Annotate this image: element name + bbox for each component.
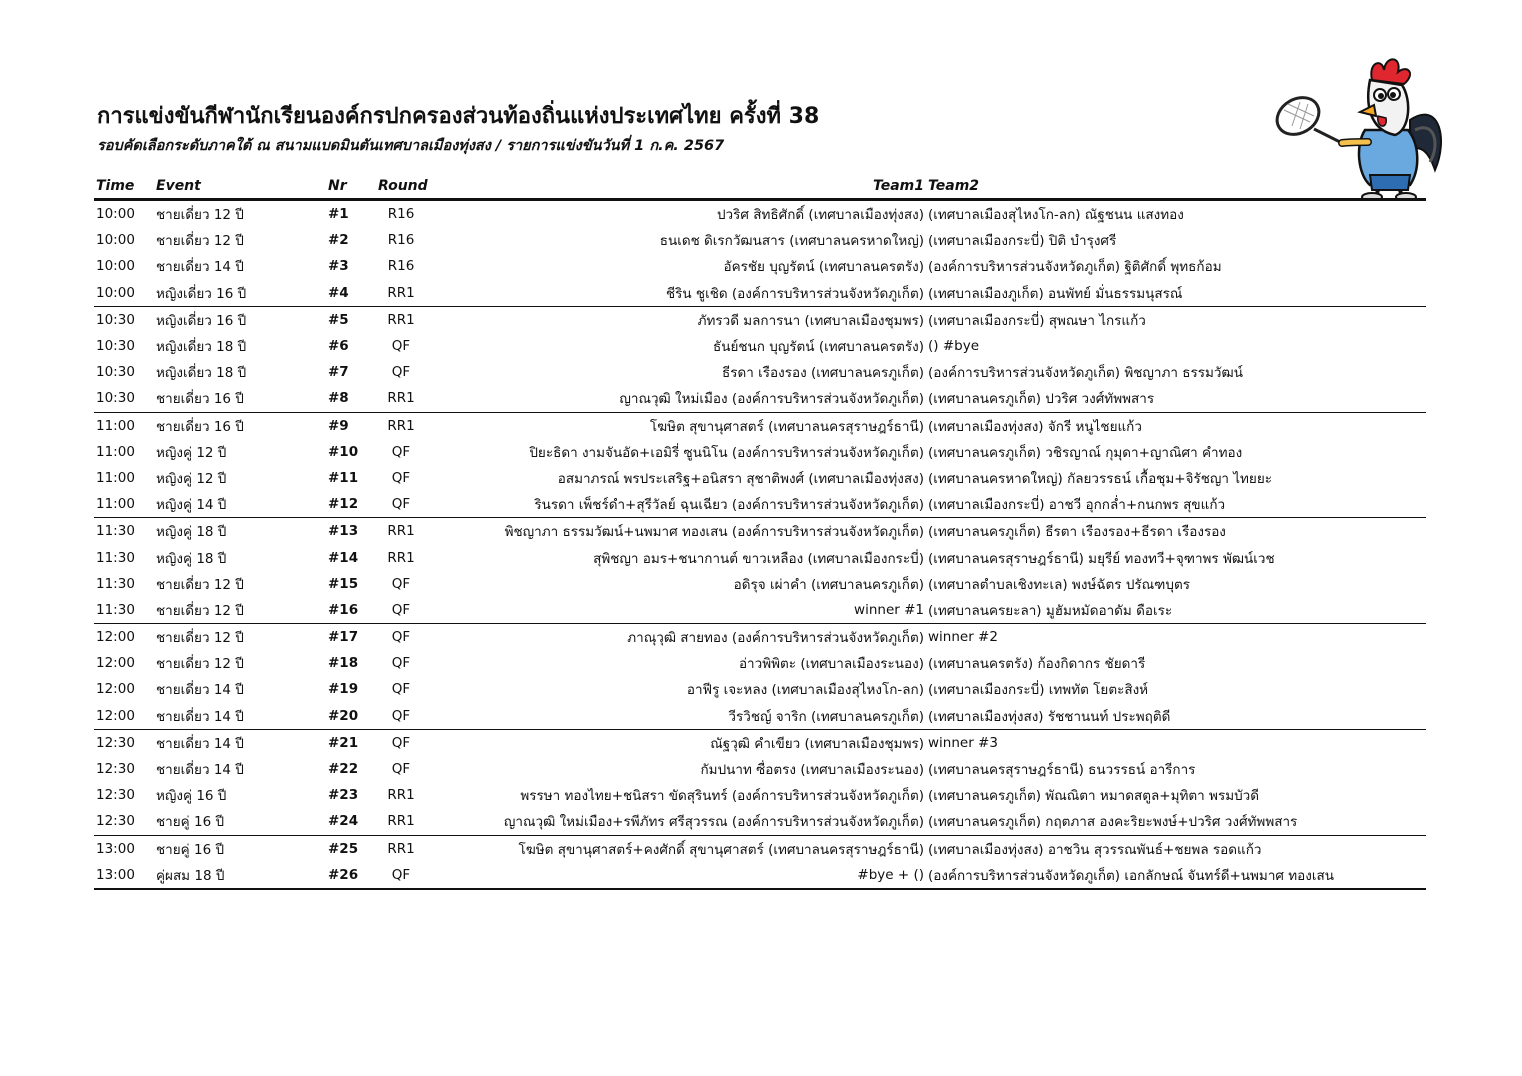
- match-number: #24: [326, 808, 376, 835]
- match-round: RR1: [376, 385, 426, 412]
- match-team1: กัมปนาท ซื่อตรง (เทศบาลเมืองระนอง): [700, 762, 924, 779]
- match-team2: (องค์การบริหารส่วนจังหวัดภูเก็ต) ฐิติศักดิ์ พุทธก้อม: [928, 259, 1222, 276]
- match-time: 10:30: [96, 364, 135, 381]
- match-team2: (เทศบาลนครสุราษฎร์ธานี) มยุรีย์ ทองทวี+จุฑาพร พัฒน์เวช: [928, 550, 1275, 567]
- match-event: ชายเดี่ยว 16 ปี: [154, 385, 326, 412]
- match-time: 12:00: [96, 681, 135, 698]
- match-team1: ปิยะธิดา งามจันอัด+เอมิรี่ ซูนนิโน (องค์การบริหารส่วนจังหวัดภูเก็ต): [529, 444, 924, 461]
- match-team2: (เทศบาลนครภูเก็ต) วชิรญาณ์ กุมุดา+ญาณิศา คำทอง: [928, 444, 1243, 461]
- table-row: [94, 518, 1426, 545]
- match-team2: (องค์การบริหารส่วนจังหวัดภูเก็ต) พิชญาภา ธรรมวัฒน์: [928, 365, 1243, 382]
- match-team1: โฆษิต สุขานุศาสตร์+คงศักดิ์ สุขานุศาสตร์ (เทศบาลนครสุราษฎร์ธานี): [518, 841, 924, 858]
- match-team2: (เทศบาลตำบลเชิงทะเล) พงษ์ฉัตร ปรัณฑบุตร: [928, 576, 1190, 593]
- match-round: QF: [391, 575, 411, 592]
- column-header-round: Round: [376, 174, 426, 200]
- table-row: [94, 491, 1426, 518]
- match-time: 11:30: [94, 597, 154, 624]
- match-number: #15: [328, 575, 359, 592]
- match-time: 10:00: [96, 232, 135, 249]
- match-team2: winner #3: [928, 734, 998, 751]
- match-round: QF: [391, 681, 411, 698]
- match-event: ชายเดี่ยว 16 ปี: [156, 418, 244, 435]
- match-round: QF: [376, 597, 426, 624]
- column-header-team1: Team1: [426, 174, 926, 200]
- match-team1: อัครชัย บุญรัตน์ (เทศบาลนครตรัง): [723, 259, 924, 276]
- match-time: 11:30: [96, 575, 135, 592]
- table-row: [94, 571, 1426, 597]
- match-team2: (เทศบาลเมืองสุไหงโก-ลก) ณัฐชนน แสงทอง: [928, 207, 1184, 224]
- match-number: #13: [328, 523, 359, 540]
- table-row: [94, 412, 1426, 439]
- match-team2: () #bye: [928, 338, 980, 355]
- table-row: [94, 729, 1426, 756]
- match-event: ชายเดี่ยว 14 ปี: [156, 682, 244, 699]
- match-number: #11: [328, 469, 359, 486]
- match-team1: สุพิชญา อมร+ชนากานต์ ขาวเหลือง (เทศบาลเมืองกระบี่): [593, 550, 924, 567]
- match-number: #26: [326, 862, 376, 889]
- match-time: 11:00: [96, 469, 135, 486]
- match-event: ชายเดี่ยว 14 ปี: [156, 762, 244, 779]
- table-row: [94, 227, 1426, 253]
- column-header-team2: Team2: [926, 174, 1426, 200]
- match-number: #4: [326, 280, 376, 307]
- match-time: 10:00: [96, 206, 135, 223]
- match-team2: (เทศบาลนครภูเก็ต) ธีรตา เรืองรอง+ธีรดา เรืองรอง: [928, 524, 1226, 541]
- match-team1: อสมาภรณ์ พรประเสริฐ+อนิสรา สุชาติพงศ์ (เทศบาลเมืองทุ่งสง): [557, 470, 924, 487]
- match-team1: ธีรดา เรืองรอง (เทศบาลนครภูเก็ต): [722, 365, 924, 382]
- match-time: 13:00: [94, 862, 154, 889]
- match-team1: ธนเดช ดิเรกวัฒนสาร (เทศบาลนครหาดใหญ่): [659, 233, 924, 250]
- match-time: 10:30: [94, 385, 154, 412]
- match-time: 12:30: [94, 808, 154, 835]
- match-team1: พิชญาภา ธรรมวัฒน์+นพมาศ ทองเสน (องค์การบริหารส่วนจังหวัดภูเก็ต): [504, 524, 924, 541]
- match-team1: พรรษา ทองไทย+ชนิสรา ขัดสุรินทร์ (องค์การบริหารส่วนจังหวัดภูเก็ต): [520, 788, 924, 805]
- match-team2: (เทศบาลเมืองกระบี่) ปิติ บำรุงศรี: [928, 233, 1117, 250]
- match-time: 12:30: [96, 787, 135, 804]
- table-header-row: [94, 174, 1426, 200]
- match-number: #12: [326, 491, 376, 518]
- match-team2: (เทศบาลเมืองกระบี่) อาชวี อุกกล่ำ+กนกพร สุขแก้ว: [926, 491, 1426, 518]
- match-number: #10: [328, 443, 359, 460]
- match-event: ชายคู่ 16 ปี: [156, 841, 225, 858]
- match-event: ชายเดี่ยว 14 ปี: [156, 735, 244, 752]
- match-number: #19: [328, 681, 359, 698]
- match-number: #9: [328, 417, 349, 434]
- match-team1: ญาณวุฒิ ใหม่เมือง+รพีภัทร ศรีสุวรรณ (องค์การบริหารส่วนจังหวัดภูเก็ต): [426, 808, 926, 835]
- match-event: ชายเดี่ยว 12 ปี: [156, 207, 244, 224]
- match-team2: (เทศบาลนครสุราษฎร์ธานี) ธนวรรธน์ อารีการ: [928, 762, 1196, 779]
- match-team2: (เทศบาลเมืองทุ่งสง) จักรี หนูไชยแก้ว: [928, 418, 1142, 435]
- table-row: [94, 544, 1426, 570]
- match-round: QF: [376, 703, 426, 730]
- match-number: #22: [328, 761, 359, 778]
- match-number: #23: [328, 787, 359, 804]
- match-number: #3: [328, 258, 349, 275]
- match-time: 10:30: [96, 311, 135, 328]
- table-row: [94, 439, 1426, 465]
- match-round: R16: [387, 258, 415, 275]
- table-row: [94, 676, 1426, 702]
- match-round: QF: [391, 338, 411, 355]
- match-team2: (องค์การบริหารส่วนจังหวัดภูเก็ต) เอกลักษณ์ จันทร์ดี+นพมาศ ทองเสน: [926, 862, 1426, 889]
- match-round: QF: [391, 364, 411, 381]
- column-header-nr: Nr: [326, 174, 376, 200]
- table-row: [94, 782, 1426, 808]
- match-team2: (เทศบาลเมืองทุ่งสง) อาชวิน สุวรรณพันธ์+ชยพล รอดแก้ว: [928, 841, 1262, 858]
- match-event: ชายเดี่ยว 12 ปี: [154, 597, 326, 624]
- match-round: QF: [391, 443, 411, 460]
- match-event: ชายเดี่ยว 12 ปี: [156, 630, 244, 647]
- match-schedule-table: [94, 174, 1426, 890]
- table-row: [94, 862, 1426, 889]
- match-event: หญิงคู่ 14 ปี: [154, 491, 326, 518]
- match-team2: (เทศบาลเมืองทุ่งสง) รัชชานนท์ ประพฤติดี: [926, 703, 1426, 730]
- match-round: RR1: [387, 417, 415, 434]
- match-team1: ชีริน ชูเชิด (องค์การบริหารส่วนจังหวัดภูเก็ต): [426, 280, 926, 307]
- match-time: 10:00: [94, 280, 154, 307]
- match-number: #18: [328, 655, 359, 672]
- match-team2: (เทศบาลนครหาดใหญ่) กัลยวรรธน์ เกื้อชุม+จิรัชญา ไทยยะ: [928, 470, 1273, 487]
- match-team1: ธันย์ชนก บุญรัตน์ (เทศบาลนครตรัง): [712, 339, 924, 356]
- match-round: R16: [387, 206, 415, 223]
- match-round: QF: [376, 491, 426, 518]
- match-time: 10:00: [96, 258, 135, 275]
- match-time: 12:00: [96, 655, 135, 672]
- match-round: QF: [391, 469, 411, 486]
- match-time: 11:00: [96, 443, 135, 460]
- match-event: ชายเดี่ยว 12 ปี: [156, 233, 244, 250]
- match-event: หญิงเดี่ยว 18 ปี: [156, 365, 247, 382]
- match-number: #21: [328, 734, 359, 751]
- match-event: หญิงคู่ 18 ปี: [156, 524, 227, 541]
- match-number: #17: [328, 629, 359, 646]
- match-time: 10:30: [96, 338, 135, 355]
- match-number: #6: [328, 338, 349, 355]
- match-event: หญิงเดี่ยว 16 ปี: [154, 280, 326, 307]
- page-title: การแข่งขันกีฬานักเรียนองค์กรปกครองส่วนท้องถิ่นแห่งประเทศไทย ครั้งที่ 38: [97, 104, 820, 129]
- match-round: RR1: [387, 787, 415, 804]
- match-team1: อาฟีรู เจะหลง (เทศบาลเมืองสุไหงโก-ลก): [686, 682, 924, 699]
- match-event: หญิงเดี่ยว 16 ปี: [156, 312, 247, 329]
- table-row: [94, 385, 1426, 412]
- table-row: [94, 650, 1426, 676]
- match-team1: อดิรุจ เผ่าคำ (เทศบาลนครภูเก็ต): [733, 576, 924, 593]
- match-time: 11:30: [96, 523, 135, 540]
- match-team2: (เทศบาลนครภูเก็ต) กฤตภาส องคะริยะพงษ์+ปวริศ วงศ์ทัพพสาร: [926, 808, 1426, 835]
- match-number: #1: [328, 206, 349, 223]
- match-round: R16: [387, 232, 415, 249]
- table-row: [94, 465, 1426, 491]
- match-event: ชายเดี่ยว 12 ปี: [156, 576, 244, 593]
- match-team1: วีรวิชญ์ จาริก (เทศบาลนครภูเก็ต): [426, 703, 926, 730]
- table-row: [94, 597, 1426, 624]
- column-header-time: Time: [94, 174, 154, 200]
- match-event: หญิงคู่ 12 ปี: [156, 470, 227, 487]
- table-row: [94, 280, 1426, 307]
- match-event: หญิงคู่ 12 ปี: [156, 444, 227, 461]
- match-event: ชายคู่ 16 ปี: [154, 808, 326, 835]
- match-time: 12:30: [96, 734, 135, 751]
- match-time: 12:30: [96, 761, 135, 778]
- match-team2: (เทศบาลเมืองกระบี่) เทพทัต โยตะสิงห์: [928, 682, 1149, 699]
- match-number: #20: [326, 703, 376, 730]
- match-number: #16: [326, 597, 376, 624]
- match-team1: ณัฐวุฒิ คำเขียว (เทศบาลเมืองชุมพร): [710, 735, 924, 752]
- match-number: #8: [326, 385, 376, 412]
- match-number: #5: [328, 311, 349, 328]
- match-team2: winner #2: [928, 629, 998, 646]
- match-event: ชายเดี่ยว 14 ปี: [154, 703, 326, 730]
- match-team1: รินรดา เพ็ชร์ดำ+สุรีวัลย์ ฉุนเฉียว (องค์การบริหารส่วนจังหวัดภูเก็ต): [426, 491, 926, 518]
- match-team1: ญาณวุฒิ ใหม่เมือง (องค์การบริหารส่วนจังหวัดภูเก็ต): [426, 385, 926, 412]
- match-team1: ภาณุวุฒิ สายทอง (องค์การบริหารส่วนจังหวัดภูเก็ต): [627, 630, 924, 647]
- match-number: #25: [328, 840, 359, 857]
- table-row: [94, 306, 1426, 333]
- match-team2: (เทศบาลเมืองภูเก็ต) อนพัทย์ มั่นธรรมนุสรณ์: [926, 280, 1426, 307]
- match-round: QF: [391, 629, 411, 646]
- match-time: 11:00: [94, 491, 154, 518]
- match-round: QF: [391, 761, 411, 778]
- match-team1: winner #1: [426, 597, 926, 624]
- match-time: 11:30: [96, 549, 135, 566]
- table-row: [94, 200, 1426, 228]
- match-event: หญิงเดี่ยว 18 ปี: [156, 339, 247, 356]
- match-team2: (เทศบาลนครยะลา) มูฮัมหมัดอาดัม ดือเระ: [926, 597, 1426, 624]
- match-team1: ปวริศ สิทธิศักดิ์ (เทศบาลเมืองทุ่งสง): [716, 207, 924, 224]
- match-round: RR1: [376, 280, 426, 307]
- match-event: ชายเดี่ยว 12 ปี: [156, 656, 244, 673]
- match-time: 13:00: [96, 840, 135, 857]
- match-event: ชายเดี่ยว 14 ปี: [156, 259, 244, 276]
- match-round: QF: [391, 655, 411, 672]
- match-number: #2: [328, 232, 349, 249]
- table-row: [94, 359, 1426, 385]
- table-row: [94, 756, 1426, 782]
- match-time: 11:00: [96, 417, 135, 434]
- match-team2: (เทศบาลนครตรัง) ก้องกิดากร ชัยดารี: [928, 656, 1146, 673]
- match-time: 12:00: [96, 629, 135, 646]
- match-number: #14: [328, 549, 359, 566]
- match-team1: อ่าวพิพิตะ (เทศบาลเมืองระนอง): [738, 656, 924, 673]
- match-team1: #bye + (): [426, 862, 926, 889]
- table-row: [94, 253, 1426, 279]
- match-team2: (เทศบาลนครภูเก็ต) พัณณิตา หมาดสตูล+มุทิตา พรมบัวดี: [928, 788, 1260, 805]
- match-round: QF: [376, 862, 426, 889]
- match-team2: (เทศบาลเมืองกระบี่) สุพณษา ไกรแก้ว: [928, 312, 1146, 329]
- match-round: RR1: [387, 523, 415, 540]
- match-event: หญิงคู่ 18 ปี: [156, 550, 227, 567]
- table-row: [94, 703, 1426, 730]
- match-event: หญิงคู่ 16 ปี: [156, 788, 227, 805]
- match-team1: ภัทรวดี มลการนา (เทศบาลเมืองชุมพร): [697, 312, 924, 329]
- match-time: 12:00: [94, 703, 154, 730]
- match-round: RR1: [387, 549, 415, 566]
- match-round: QF: [391, 734, 411, 751]
- table-row: [94, 333, 1426, 359]
- match-round: RR1: [376, 808, 426, 835]
- table-row: [94, 624, 1426, 651]
- page-subtitle: รอบคัดเลือกระดับภาคใต้ ณ สนามแบดมินตันเทศบาลเมืองทุ่งสง / รายการแข่งขันวันที่ 1 ก.ค. 2567: [97, 138, 725, 154]
- match-round: RR1: [387, 311, 415, 328]
- match-team1: โฆษิต สุขานุศาสตร์ (เทศบาลนครสุราษฎร์ธานี): [649, 418, 924, 435]
- column-header-event: Event: [154, 174, 326, 200]
- match-event: คู่ผสม 18 ปี: [154, 862, 326, 889]
- match-round: RR1: [387, 840, 415, 857]
- table-row: [94, 835, 1426, 862]
- match-number: #7: [328, 364, 349, 381]
- table-row: [94, 808, 1426, 835]
- match-team2: (เทศบาลนครภูเก็ต) ปวริศ วงศ์ทัพพสาร: [926, 385, 1426, 412]
